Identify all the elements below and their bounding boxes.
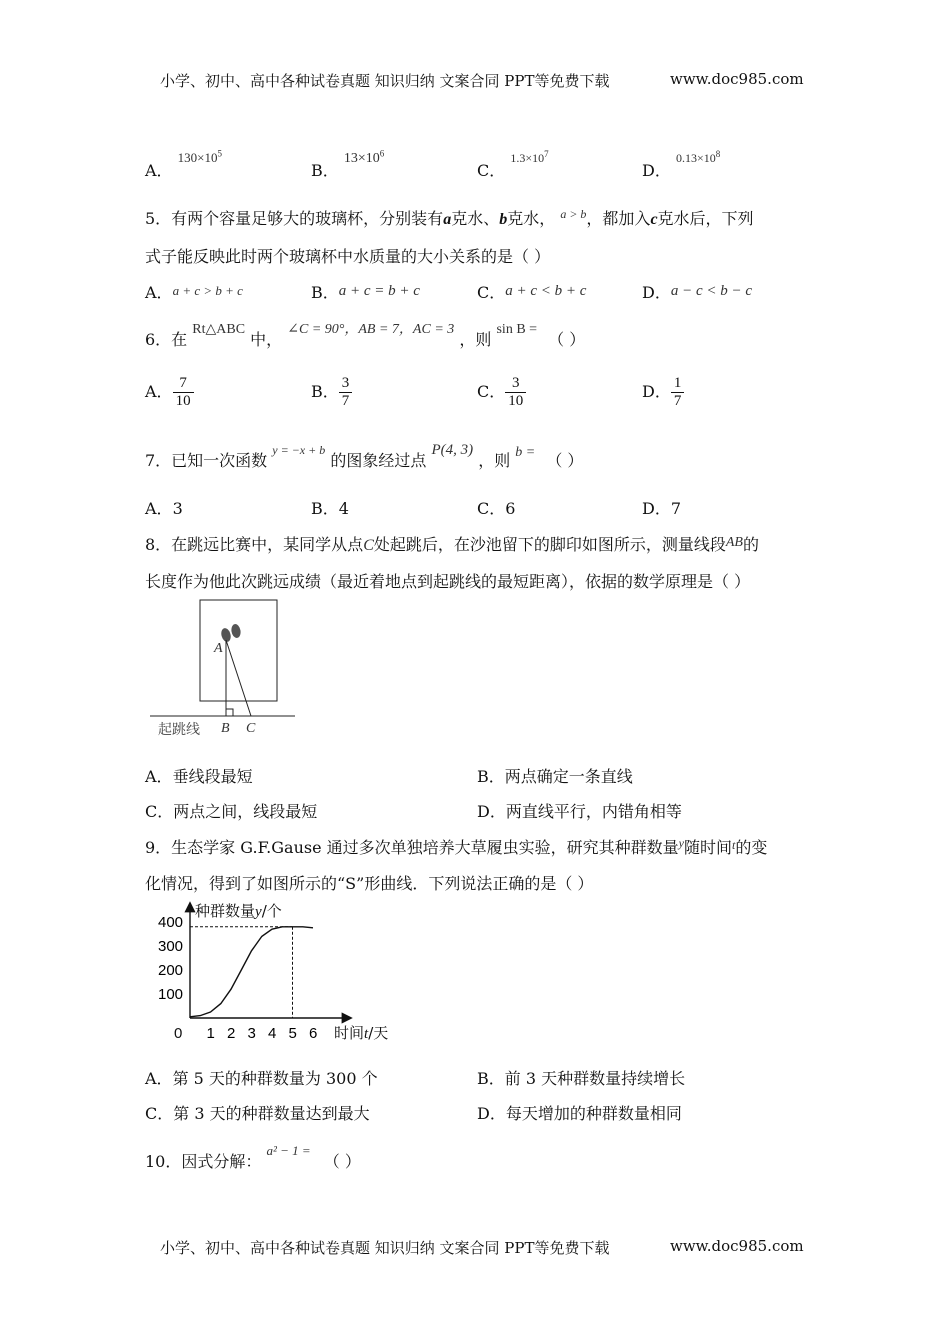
footprint-right [230, 623, 241, 638]
page-footer-url[interactable]: www.doc985.com [670, 1237, 804, 1255]
y-axis-title: 种群数量y/个 [195, 902, 282, 920]
q5-option-c[interactable]: C．a + c < b + c [477, 283, 587, 302]
segment-ac [226, 640, 251, 716]
q6-option-c[interactable]: C． $\frac{3}{10}$ [477, 375, 526, 410]
q7-option-b[interactable]: B．4 [311, 499, 349, 518]
q8-option-b[interactable]: B．两点确定一条直线 [477, 767, 633, 786]
y-tick-100: 100 [158, 986, 184, 1003]
q7-stem: 7．已知一次函数 $^{y = -x + b}$ 的图象经过点 P(4, 3) ，则 b = （ ） [145, 442, 584, 470]
q5-option-d[interactable]: D．a − c < b − c [642, 283, 753, 302]
q4-option-c[interactable]: C． $^{1.3\times 10^7}$ [477, 149, 549, 180]
q7-option-c[interactable]: C．6 [477, 499, 516, 518]
takeoff-line-label: 起跳线 [158, 722, 200, 738]
q8-option-c[interactable]: C．两点之间，线段最短 [145, 802, 318, 821]
q4-option-a[interactable]: A． $^{130\times 10^5}$ [145, 148, 222, 180]
origin-label: 0 [174, 1025, 183, 1042]
y-tick-300: 300 [158, 938, 184, 955]
page-header-text: 小学、初中、高中各种试卷真题 知识归纳 文案合同 PPT等免费下载 [160, 72, 610, 90]
x-tick-4: 4 [268, 1025, 277, 1042]
sand-pit [200, 600, 277, 701]
x-tick-1: 1 [206, 1025, 215, 1042]
q5-line1: 5．有两个容量足够大的玻璃杯，分别装有a克水、b克水， $^{a > b}$，都加入c克水后，下列 [145, 207, 754, 228]
label-a: A [214, 641, 223, 656]
x-axis-title: 时间t/天 [334, 1024, 389, 1042]
page-header-url[interactable]: www.doc985.com [670, 70, 804, 88]
q8-line2: 长度作为他此次跳远成绩（最近着地点到起跳线的最短距离），依据的数学原理是（ ） [145, 572, 751, 591]
q8-option-d[interactable]: D．两直线平行，内错角相等 [477, 802, 682, 821]
q6-option-b[interactable]: B． $\frac{3}{7}$ [311, 375, 352, 410]
q9-option-d[interactable]: D．每天增加的种群数量相同 [477, 1104, 682, 1123]
long-jump-figure [150, 595, 300, 745]
page-footer-text: 小学、初中、高中各种试卷真题 知识归纳 文案合同 PPT等免费下载 [160, 1239, 610, 1257]
right-angle-mark [226, 709, 233, 716]
x-tick-5: 5 [288, 1025, 297, 1042]
q8-option-a[interactable]: A．垂线段最短 [145, 767, 253, 786]
q9-option-b[interactable]: B．前 3 天种群数量持续增长 [477, 1069, 686, 1088]
label-b: B [221, 721, 230, 736]
q6-stem: 6．在 Rt△ABC 中， ∠C = 90°，AB = 7，AC = 3 ，则 sin B = （ ） [145, 322, 586, 349]
q5-option-a[interactable]: A．a + c > b + c [145, 283, 243, 302]
q6-option-d[interactable]: D． $\frac{1}{7}$ [642, 375, 684, 410]
s-curve-line [190, 927, 313, 1017]
y-tick-400: 400 [158, 914, 184, 931]
q7-option-a[interactable]: A．3 [145, 499, 183, 518]
q9-option-c[interactable]: C．第 3 天的种群数量达到最大 [145, 1104, 370, 1123]
y-tick-200: 200 [158, 962, 184, 979]
q10-stem: 10．因式分解： $^{a^2 - 1 =}$ （ ） [145, 1143, 361, 1171]
q5-line2: 式子能反映此时两个玻璃杯中水质量的大小关系的是（ ） [145, 247, 551, 266]
x-tick-labels [207, 1025, 318, 1042]
y-tick-labels [158, 914, 183, 1003]
q6-option-a[interactable]: A． $\frac{7}{10}$ [145, 375, 194, 410]
q7-option-d[interactable]: D．7 [642, 499, 682, 518]
q4-option-d[interactable]: D． $^{0.13\times 10^8}$ [642, 149, 721, 180]
q8-line1: 8．在跳远比赛中，某同学从点C处起跳后，在沙池留下的脚印如图所示，测量线段AB的 [145, 535, 759, 554]
q4-option-b[interactable]: B． $13\times 10^6$ [311, 148, 385, 180]
x-tick-2: 2 [227, 1025, 236, 1042]
label-c: C [246, 721, 256, 736]
q9-line1: 9．生态学家 G.F.Gause 通过多次单独培养大草履虫实验，研究其种群数量$^y$随时间$^t$的变 [145, 836, 768, 857]
q9-line2: 化情况，得到了如图所示的“S”形曲线．下列说法正确的是（ ） [145, 874, 594, 893]
q5-option-b[interactable]: B．a + c = b + c [311, 283, 420, 302]
q9-option-a[interactable]: A．第 5 天的种群数量为 300 个 [145, 1069, 378, 1088]
population-chart [150, 896, 410, 1048]
x-tick-6: 6 [309, 1025, 318, 1042]
x-tick-3: 3 [247, 1025, 256, 1042]
